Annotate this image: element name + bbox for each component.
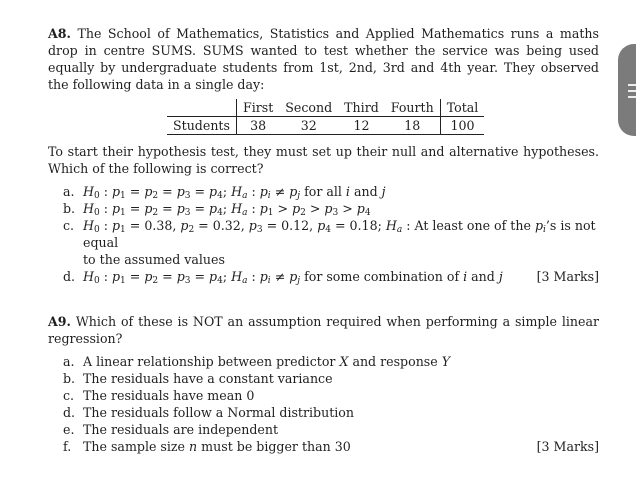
option-c[interactable]: c. $H_0$ : $p_1 = 0.38$, $p_2 = 0.32$, $p_3 = 0.12$, $p_4 = 0.18$; $H_a$ : At least one of the $p_i’s$ is not equal to the assumed values bbox=[63, 217, 599, 268]
question-number: A9. bbox=[48, 314, 71, 329]
menu-bar-icon bbox=[628, 90, 636, 92]
option-b[interactable]: b. The residuals have a constant variance bbox=[63, 371, 333, 386]
menu-bar-icon bbox=[628, 96, 636, 98]
options-a9 bbox=[63, 353, 599, 455]
col-header: Fourth bbox=[385, 99, 440, 117]
col-header: Second bbox=[279, 99, 338, 117]
option-b[interactable]: b. $H_0$ : $p_1 = p_2 = p_3 = p_4$; $H_a$ : $p_1 > p_2 > p_3 > p_4$ bbox=[63, 201, 371, 218]
option-c-math: $H_0$ : $p_1 = 0.38$, $p_2 = 0.32$, $p_3 = 0.12$, $p_4 = 0.18$; $H_a$ : At least one of the $p_i’s$ is not equal bbox=[83, 218, 596, 250]
option-d-math: $H_0$ : $p_1 = p_2 = p_3 = p_4$; $H_a$ : $p_i \ne p_j$ for some combination of i and j bbox=[83, 269, 503, 286]
table-cell: 100 bbox=[440, 117, 484, 135]
option-a[interactable]: a. A linear relationship between predictor X and response Y bbox=[63, 354, 451, 369]
question-a8 bbox=[48, 25, 599, 93]
table-cell: 12 bbox=[338, 117, 385, 135]
question-number: A8. bbox=[48, 26, 71, 41]
options-a8 bbox=[63, 183, 599, 285]
option-d[interactable]: d. $H_0$ : $p_1 = p_2 = p_3 = p_4$; $H_a$ : $p_i \ne p_j$ for some combination of i and j [3 Marks] bbox=[63, 269, 599, 286]
option-f[interactable]: f. The sample size n must be bigger than 30 [3 Marks] bbox=[63, 439, 599, 454]
marks-label: [3 Marks] bbox=[536, 439, 599, 454]
question-a9 bbox=[48, 313, 599, 347]
observation-table bbox=[167, 99, 484, 135]
marks-label: [3 Marks] bbox=[536, 269, 599, 284]
question-text: Which of these is NOT an assumption required when performing a simple linear regression? bbox=[48, 314, 599, 346]
question-text: To start their hypothesis test, they must set up their null and alternative hypotheses. Which of the following is correct? bbox=[48, 144, 599, 176]
option-c-continuation: to the assumed values bbox=[83, 252, 225, 267]
option-a[interactable]: a. $H_0$ : $p_1 = p_2 = p_3 = p_4$; $H_a$ : $p_i \ne p_j$ for all i and j bbox=[63, 184, 386, 201]
option-a-math: $H_0$ : $p_1 = p_2 = p_3 = p_4$; $H_a$ : $p_i \ne p_j$ for all i and j bbox=[83, 184, 386, 201]
question-a8-prompt bbox=[48, 143, 599, 177]
col-header: First bbox=[236, 99, 279, 117]
option-b-math: $H_0$ : $p_1 = p_2 = p_3 = p_4$; $H_a$ : $p_1 > p_2 > p_3 > p_4$ bbox=[83, 201, 371, 218]
option-e[interactable]: e. The residuals are independent bbox=[63, 422, 279, 437]
table-cell: 32 bbox=[279, 117, 338, 135]
table-cell: 38 bbox=[236, 117, 279, 135]
table-cell: 18 bbox=[385, 117, 440, 135]
question-intro: The School of Mathematics, Statistics and Applied Mathematics runs a maths drop in centre SUMS. SUMS wanted to test whether the service was being used equally by undergraduate students from 1st, 2nd, 3rd and 4th year. They observed the following data in a single day: bbox=[48, 26, 599, 92]
side-menu-tab[interactable] bbox=[618, 44, 636, 136]
row-label: Students bbox=[167, 117, 236, 135]
col-header: Third bbox=[338, 99, 385, 117]
menu-bar-icon bbox=[628, 84, 636, 86]
option-d[interactable]: d. The residuals follow a Normal distribution bbox=[63, 405, 354, 420]
option-c[interactable]: c. The residuals have mean 0 bbox=[63, 388, 255, 403]
col-header: Total bbox=[440, 99, 484, 117]
